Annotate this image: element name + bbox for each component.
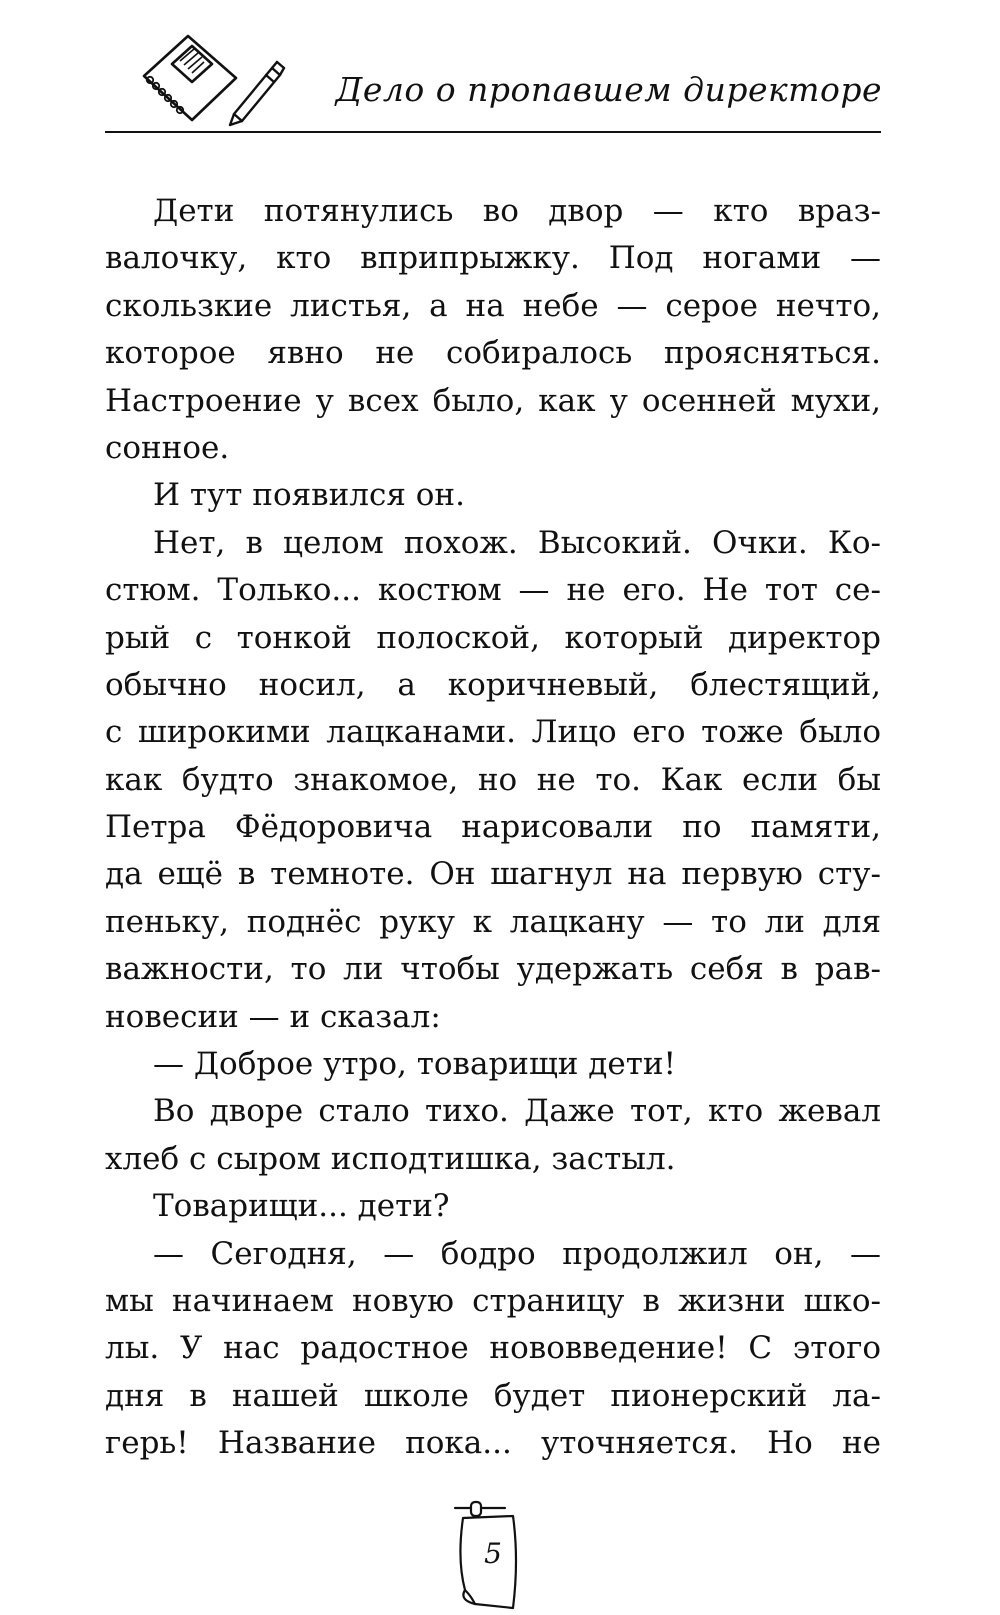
- body-text: [105, 188, 881, 1468]
- text-line: Товарищи... дети?: [153, 1188, 450, 1225]
- page-number: 5: [484, 1537, 502, 1570]
- text-line: пеньку, поднёс руку к лацкану — то ли для: [105, 903, 881, 940]
- text-line: дня в нашей школе будет пионерский ла-: [105, 1377, 881, 1414]
- text-line: с широкими лацканами. Лицо его тоже было: [105, 714, 881, 751]
- text-line: скользкие листья, а на небе — серое нечто,: [105, 287, 881, 324]
- text-line: валочку, кто вприпрыжку. Под ногами —: [105, 240, 881, 277]
- text-line: — Доброе утро, товарищи дети!: [153, 1046, 676, 1083]
- text-line: Петра Фёдоровича нарисовали по памяти,: [105, 809, 881, 846]
- text-line: стюм. Только... костюм — не его. Не тот се-: [105, 572, 881, 609]
- page-number-badge: [453, 1500, 533, 1615]
- notebook-with-pen-icon: [138, 18, 288, 128]
- text-line: Нет, в целом похож. Высокий. Очки. Ко-: [153, 524, 881, 561]
- text-line: хлеб с сыром исподтишка, застыл.: [105, 1140, 676, 1177]
- text-line: важности, то ли чтобы удержать себя в рав-: [105, 951, 881, 988]
- text-line: герь! Название пока... уточняется. Но не: [105, 1425, 881, 1462]
- text-line: — Сегодня, — бодро продолжил он, —: [153, 1235, 881, 1272]
- text-line: обычно носил, а коричневый, блестящий,: [105, 666, 881, 703]
- text-line: да ещё в темноте. Он шагнул на первую сту-: [105, 856, 881, 893]
- text-line: лы. У нас радостное нововведение! С этого: [105, 1330, 881, 1367]
- text-line: Во дворе стало тихо. Даже тот, кто жевал: [153, 1093, 881, 1130]
- text-line: рый с тонкой полоской, который директор: [105, 619, 881, 656]
- text-line: Настроение у всех было, как у осенней мухи,: [105, 382, 881, 419]
- text-line: мы начинаем новую страницу в жизни шко-: [105, 1282, 881, 1319]
- text-line: которое явно не собиралось проясняться.: [105, 335, 881, 372]
- header-rule: [105, 131, 881, 133]
- text-line: как будто знакомое, но не то. Как если бы: [105, 761, 881, 798]
- text-line: Дети потянулись во двор — кто враз-: [153, 193, 881, 229]
- running-title: Дело о пропавшем директоре: [335, 70, 882, 109]
- text-line: новесии — и сказал:: [105, 998, 441, 1035]
- text-line: сонное.: [105, 429, 230, 466]
- text-line: И тут появился он.: [153, 477, 465, 514]
